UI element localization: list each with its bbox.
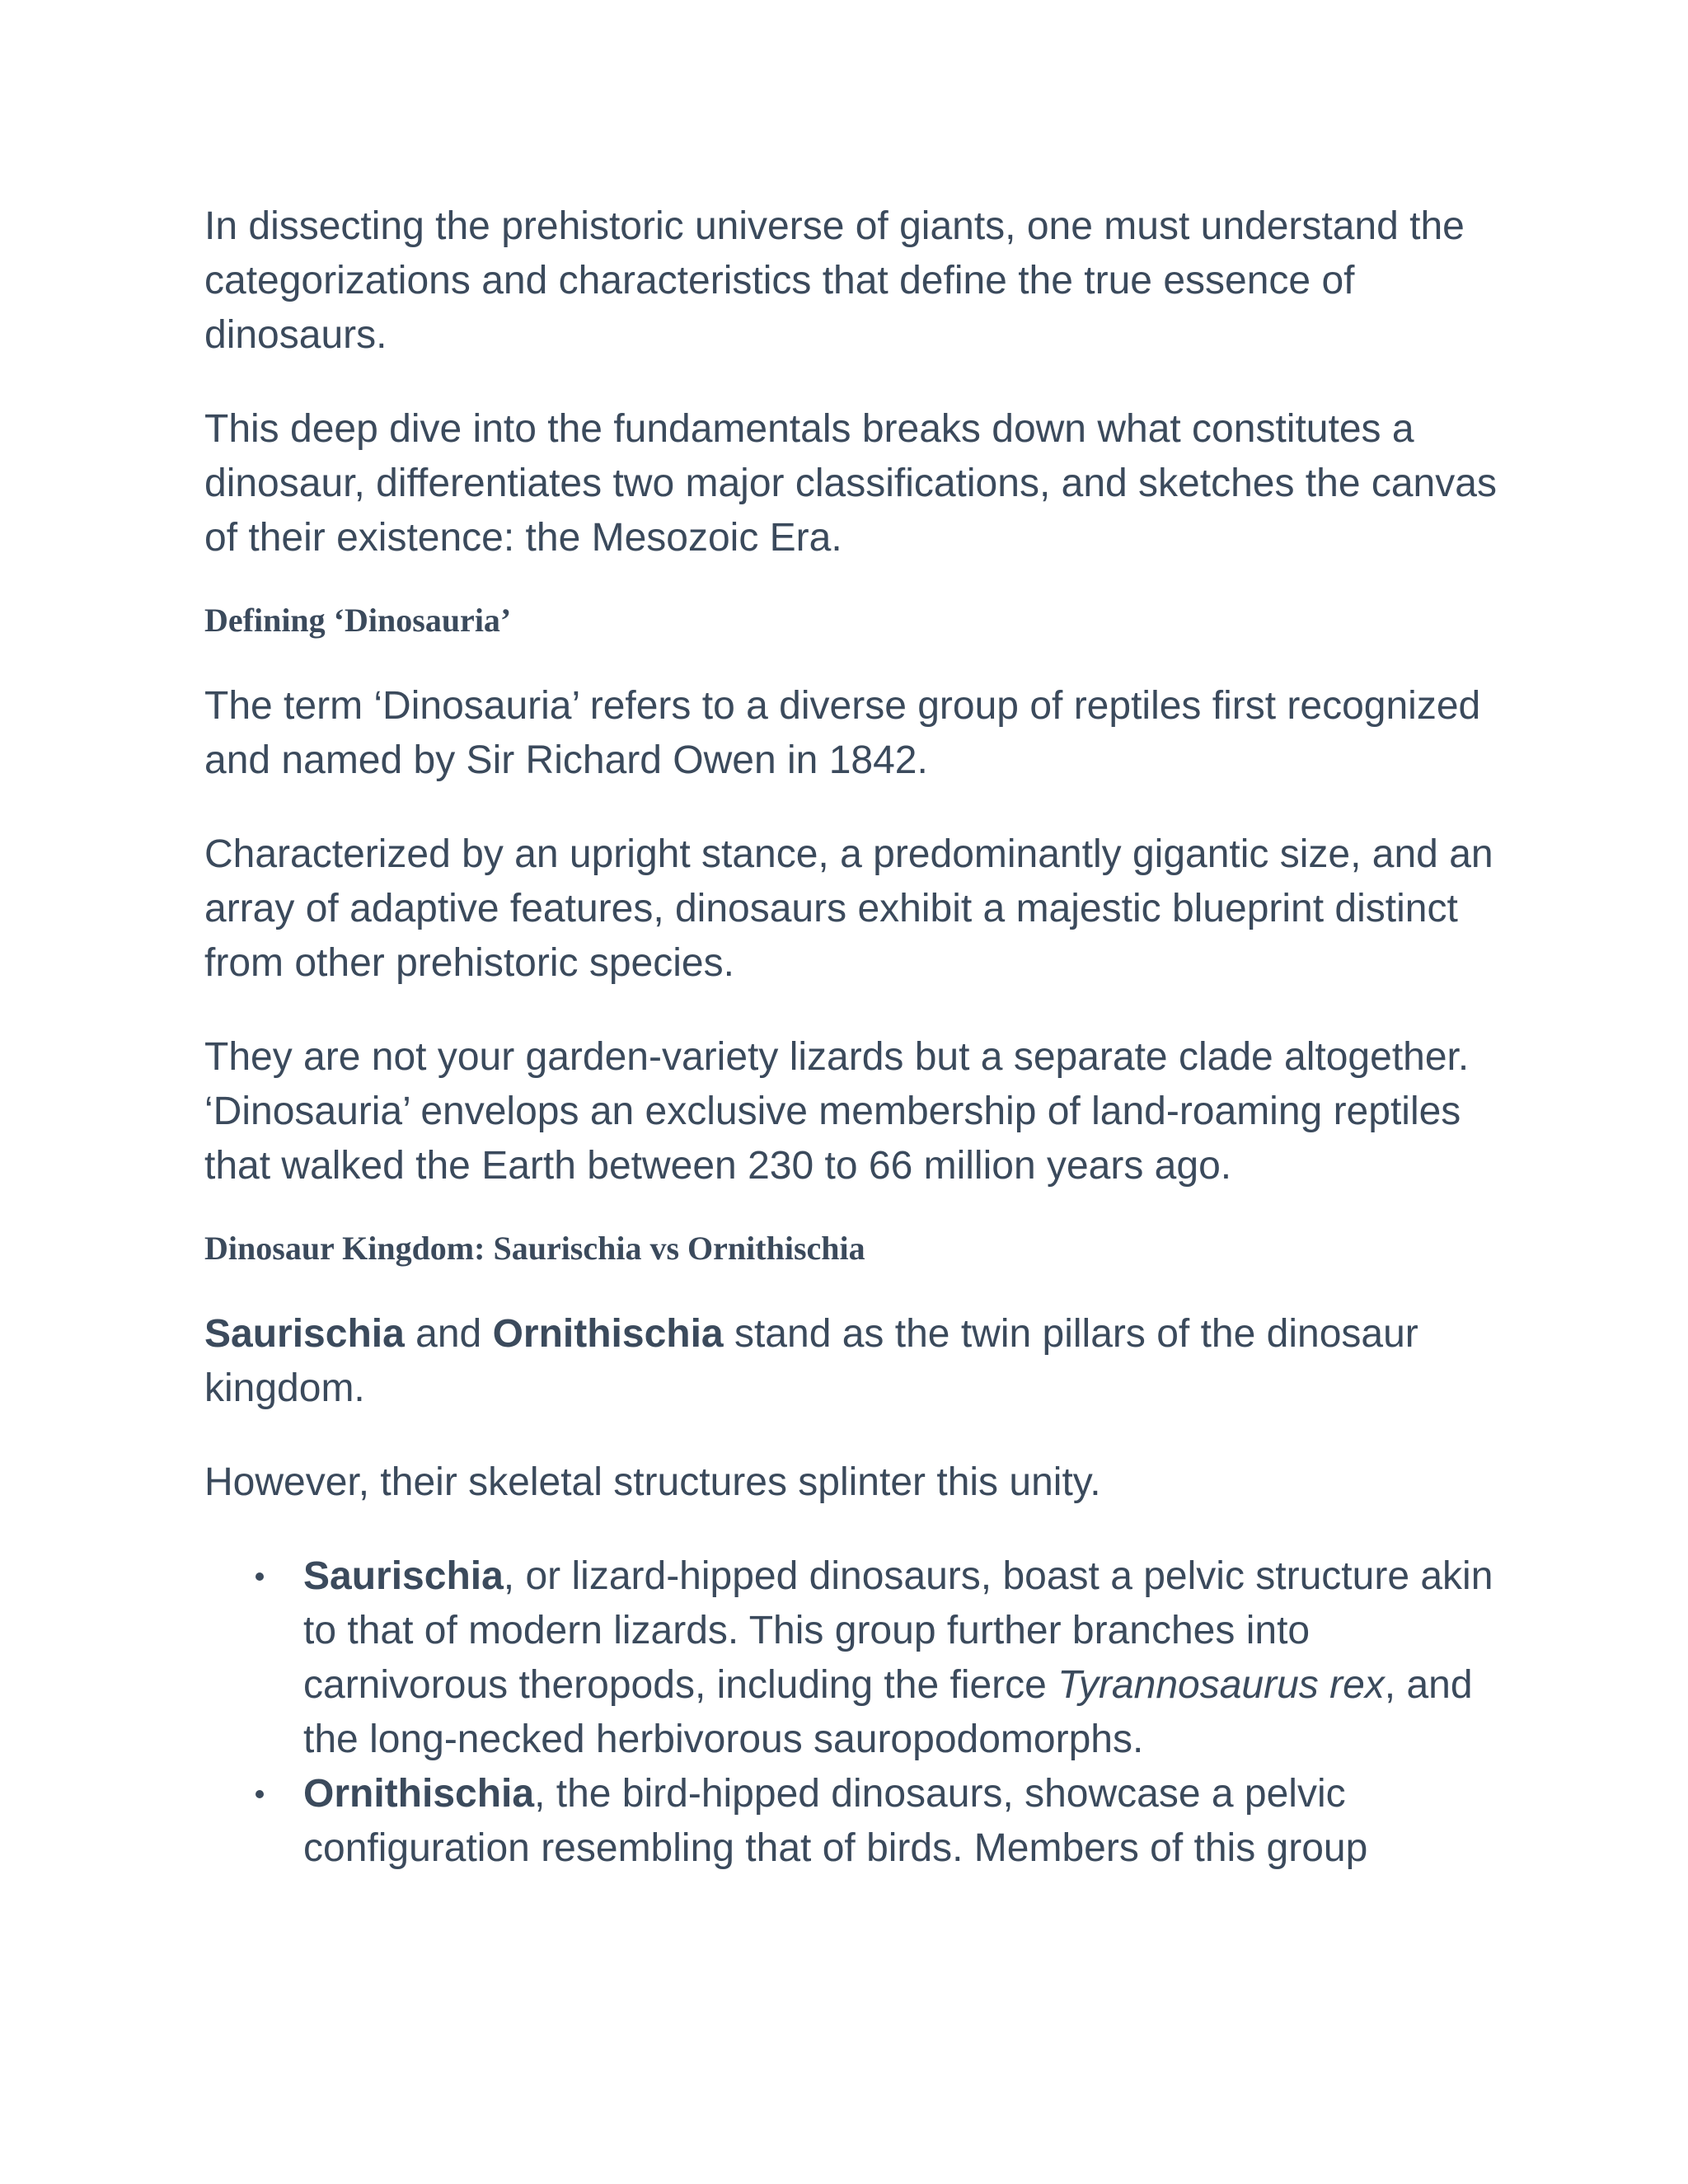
list-item-text: , or lizard-hipped dinosaurs, boast a pelvic structure akin to that of modern lizards. This group further branches into carnivorous theropods, including the fierce: [303, 1554, 1493, 1707]
list-item-text: , the bird-hipped dinosaurs, showcase a pelvic configuration resembling that of birds. Members of this group: [303, 1772, 1368, 1870]
term-ornithischia: Ornithischia: [492, 1312, 724, 1356]
paragraph-clade: They are not your garden-variety lizards but a separate clade altogether. ‘Dinosauria’ envelops an exclusive membership of land-roaming reptiles that walked the Earth between 230 to 66 million years ago.: [204, 1035, 1470, 1188]
term-saurischia: Saurischia: [204, 1312, 405, 1356]
list-item: [204, 1767, 1507, 1876]
text-twin-pillars: stand as the twin pillars of the dinosaur kingdom.: [204, 1312, 1418, 1410]
document-page: [204, 199, 1507, 1876]
bullet-icon: [256, 1572, 264, 1581]
paragraph-skeletal: However, their skeletal structures splinter this unity.: [204, 1460, 1101, 1504]
list-item-text-end: , and the long-necked herbivorous sauropodomorphs.: [303, 1663, 1473, 1761]
list-item: [204, 1549, 1507, 1767]
paragraph-twin-pillars: [204, 1307, 1507, 1416]
paragraph-overview: This deep dive into the fundamentals breaks down what constitutes a dinosaur, differentiates two major classifications, and sketches the canvas of their existence: the Mesozoic Era.: [204, 407, 1497, 560]
heading-dinosaur-kingdom: Dinosaur Kingdom: Saurischia vs Ornithischia: [204, 1230, 865, 1267]
heading-defining-dinosauria: Defining ‘Dinosauria’: [204, 602, 512, 639]
text-and: and: [404, 1312, 493, 1356]
paragraph-characteristics: Characterized by an upright stance, a predominantly gigantic size, and an array of adaptive features, dinosaurs exhibit a majestic blueprint distinct from other prehistoric species.: [204, 832, 1493, 985]
list-item-italic: Tyrannosaurus rex: [1057, 1663, 1385, 1707]
list-item-term: Saurischia: [303, 1554, 504, 1598]
paragraph-intro: In dissecting the prehistoric universe of giants, one must understand the categorizations and characteristics that define the true essence of dinosaurs.: [204, 204, 1465, 357]
bullet-icon: [256, 1790, 264, 1798]
bullet-list: [204, 1549, 1507, 1876]
paragraph-term-definition: The term ‘Dinosauria’ refers to a diverse group of reptiles first recognized and named by Sir Richard Owen in 1842.: [204, 684, 1481, 782]
list-item-term: Ornithischia: [303, 1772, 535, 1816]
